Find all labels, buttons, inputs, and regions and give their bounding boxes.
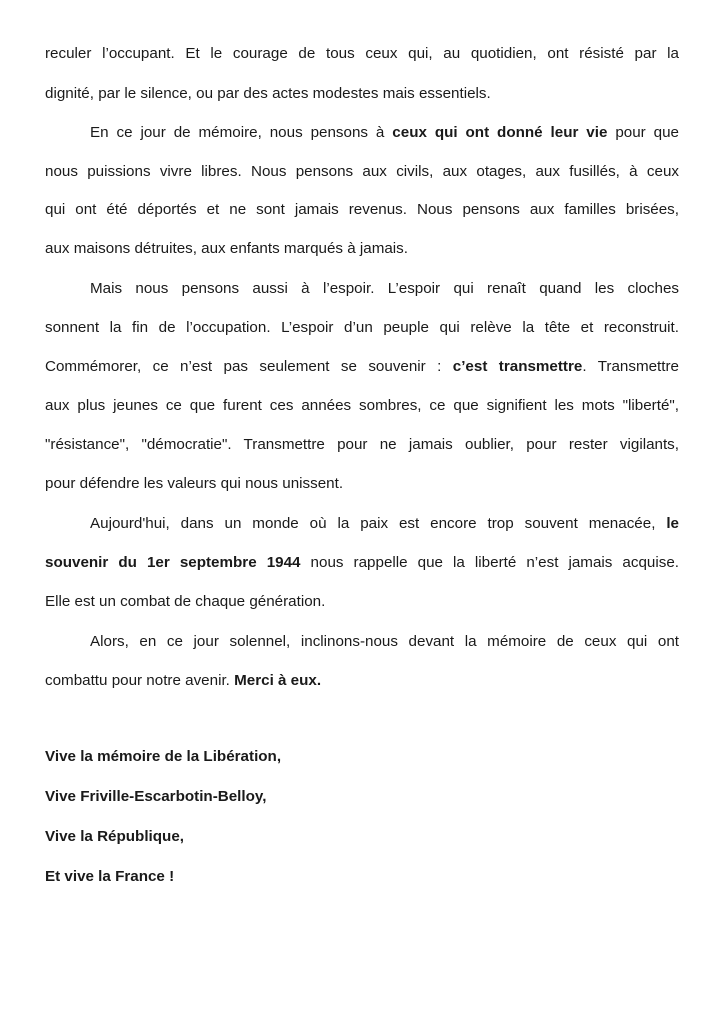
text: . Transmettre bbox=[582, 358, 680, 375]
text: dignité, par le silence, ou par des actes modestes mais essentiels. bbox=[45, 85, 491, 102]
paragraph-5-line-2 bbox=[45, 671, 679, 691]
paragraph-4-line-2 bbox=[45, 553, 679, 573]
text: Mais nous pensons aussi à l’espoir. L’espoir qui renaît quand les cloches bbox=[90, 280, 679, 297]
text: reculer l’occupant. Et le courage de tous ceux qui, au quotidien, ont résisté par la bbox=[45, 45, 679, 62]
paragraph-2-line-4 bbox=[45, 239, 679, 259]
paragraph-1-line-2 bbox=[45, 84, 679, 104]
paragraph-3-line-1 bbox=[90, 279, 679, 299]
paragraph-5-line-1 bbox=[90, 632, 679, 652]
paragraph-1-line-1 bbox=[45, 44, 679, 64]
closing-line-3: Vive la République, bbox=[45, 828, 184, 845]
closing-line-1: Vive la mémoire de la Libération, bbox=[45, 748, 282, 765]
text: aux plus jeunes ce que furent ces années sombres, ce que signifient les mots "liberté", bbox=[45, 397, 679, 414]
emphasis-text: ceux qui ont donné leur vie bbox=[392, 124, 608, 141]
paragraph-4-line-3 bbox=[45, 592, 679, 612]
paragraph-3-line-2 bbox=[45, 318, 679, 338]
text: Aujourd'hui, dans un monde où la paix est encore trop souvent menacée, bbox=[90, 515, 667, 532]
text: sonnent la fin de l’occupation. L’espoir d’un peuple qui relève la tête et reconstruit. bbox=[45, 319, 679, 336]
paragraph-3-line-3 bbox=[45, 357, 679, 377]
paragraph-3-line-4 bbox=[45, 396, 679, 416]
emphasis-text: souvenir du 1er septembre 1944 bbox=[45, 554, 301, 571]
paragraph-3-line-6 bbox=[45, 474, 679, 494]
text: En ce jour de mémoire, nous pensons à bbox=[90, 124, 393, 141]
paragraph-2-line-1 bbox=[90, 123, 679, 143]
text: Alors, en ce jour solennel, inclinons-nous devant la mémoire de ceux qui ont bbox=[90, 633, 679, 650]
paragraph-4-line-1 bbox=[90, 514, 679, 534]
text: pour que bbox=[607, 124, 679, 141]
paragraph-2-line-2 bbox=[45, 162, 679, 182]
text: Commémorer, ce n’est pas seulement se souvenir : bbox=[45, 358, 453, 375]
text: nous rappelle que la liberté n’est jamais acquise. bbox=[300, 554, 679, 571]
text: Elle est un combat de chaque génération. bbox=[45, 593, 326, 610]
emphasis-text: c’est transmettre bbox=[452, 358, 583, 375]
emphasis-text: le bbox=[666, 515, 679, 532]
paragraph-3-line-5 bbox=[45, 435, 679, 455]
text: "résistance", "démocratie". Transmettre pour ne jamais oublier, pour rester vigilants, bbox=[45, 436, 679, 453]
text: qui ont été déportés et ne sont jamais revenus. Nous pensons aux familles brisées, bbox=[45, 201, 679, 218]
text: pour défendre les valeurs qui nous unissent. bbox=[45, 475, 344, 492]
closing-line-4: Et vive la France ! bbox=[45, 868, 175, 885]
text: nous puissions vivre libres. Nous pensons aux civils, aux otages, aux fusillés, à ceux bbox=[45, 163, 679, 180]
text: combattu pour notre avenir. bbox=[45, 672, 235, 689]
closing-line-2: Vive Friville-Escarbotin-Belloy, bbox=[45, 788, 267, 805]
emphasis-text: Merci à eux. bbox=[234, 672, 322, 689]
paragraph-2-line-3 bbox=[45, 200, 679, 220]
text: aux maisons détruites, aux enfants marqués à jamais. bbox=[45, 240, 408, 257]
